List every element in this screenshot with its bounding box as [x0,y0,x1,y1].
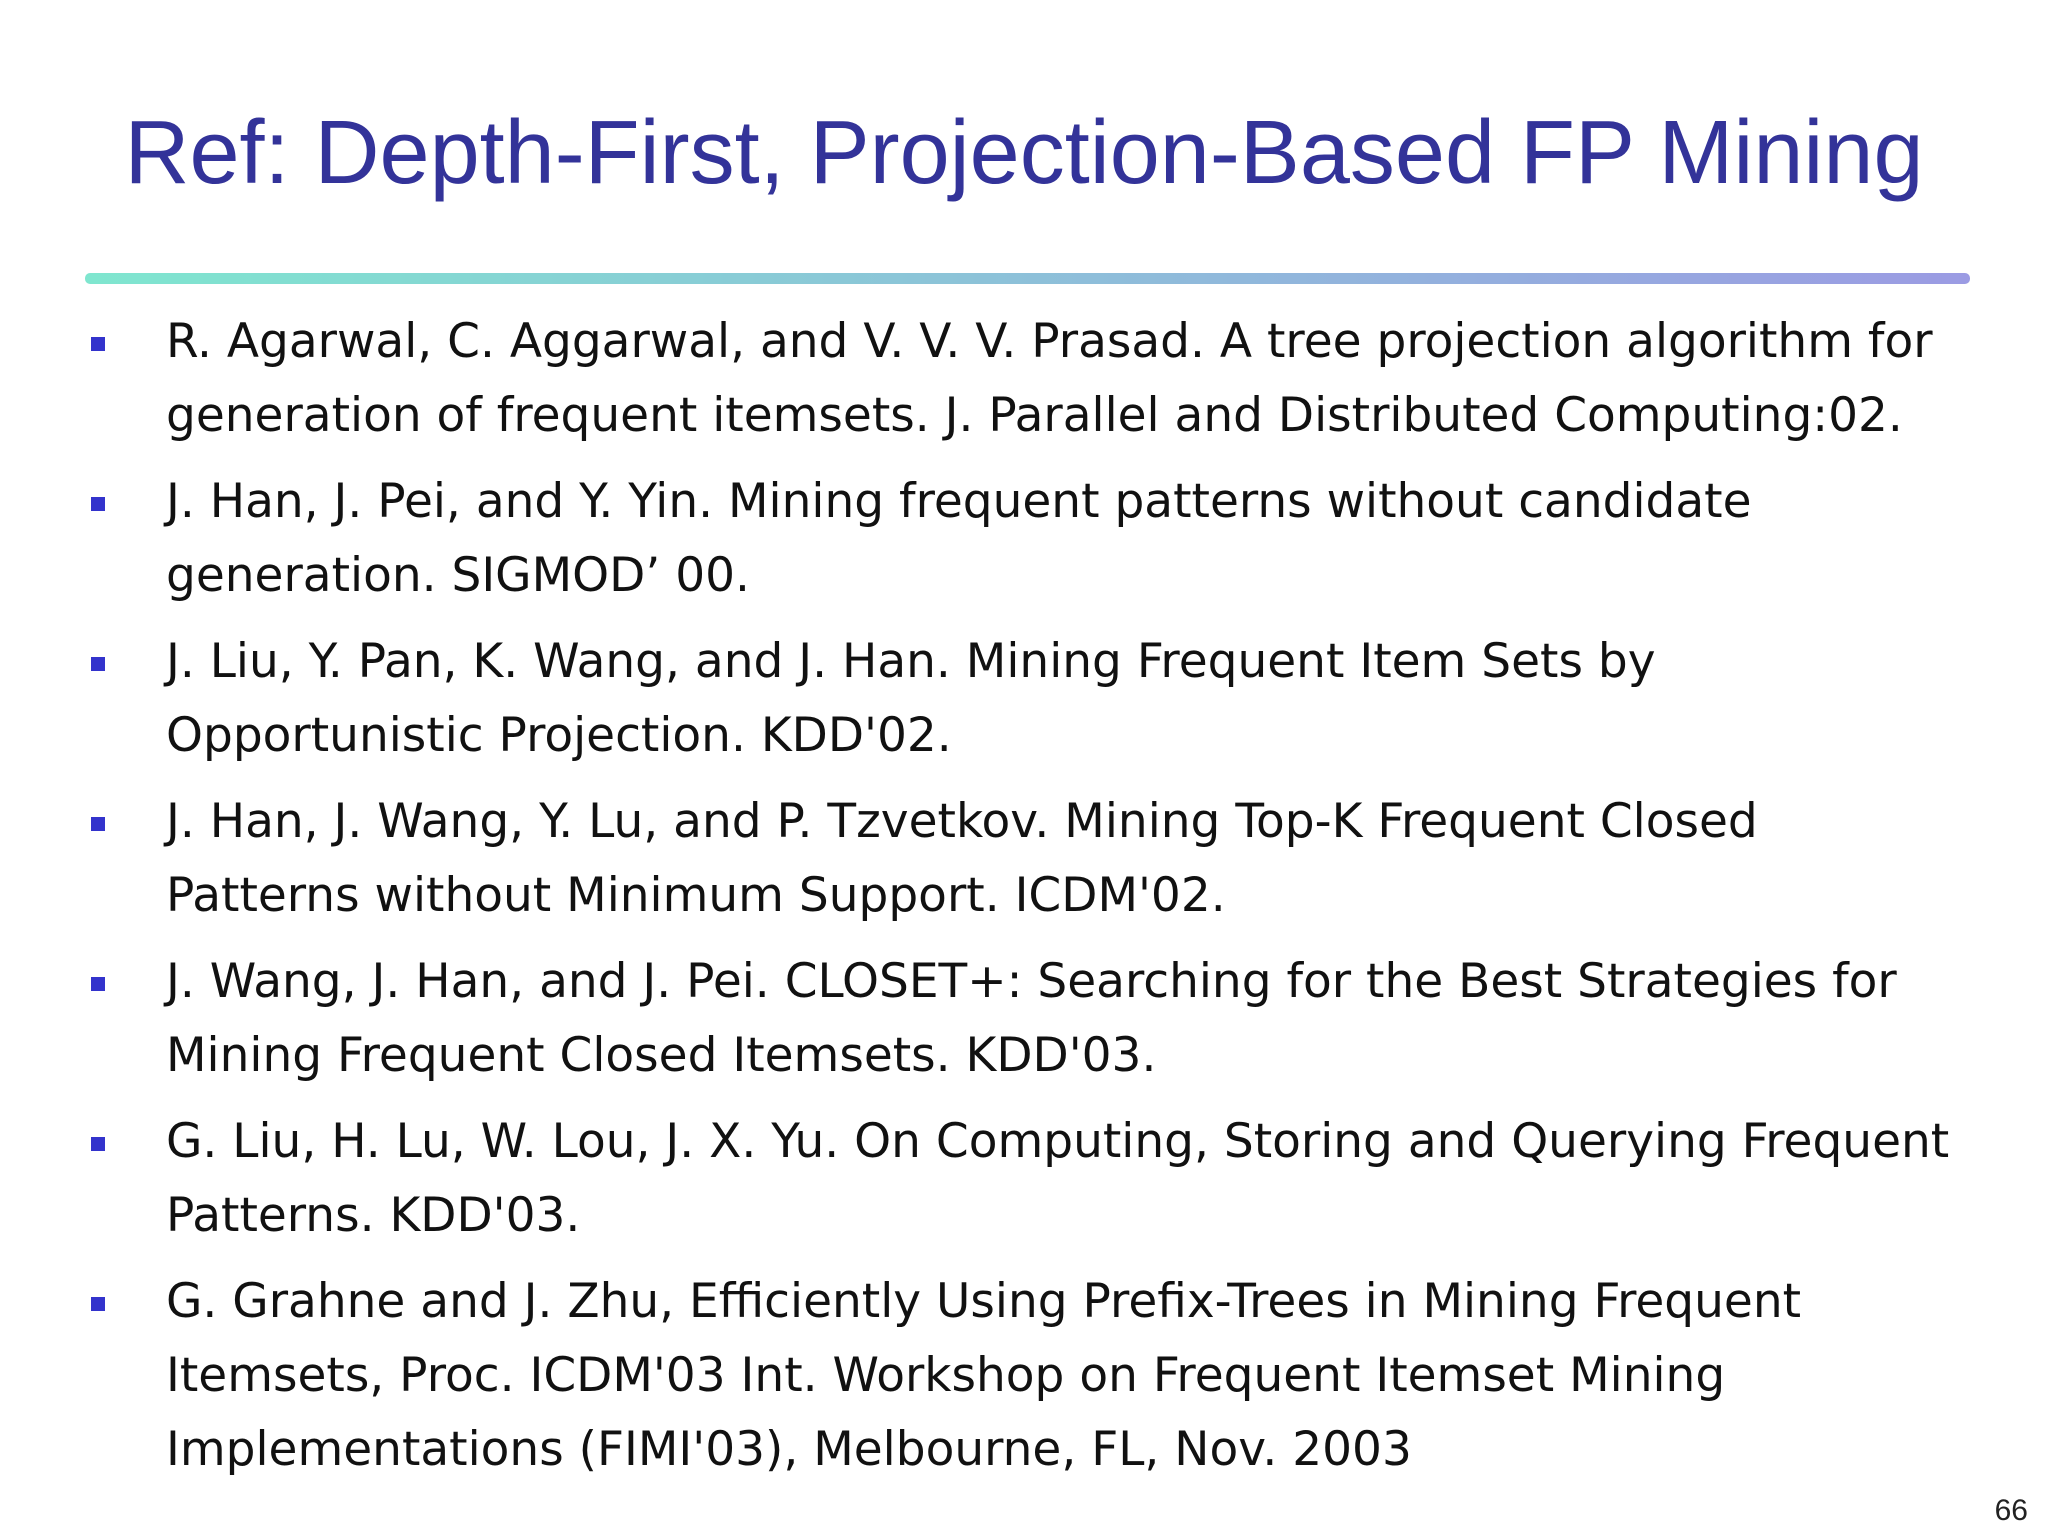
list-item [0,785,2048,933]
list-item [0,1265,2048,1487]
bullet-square-icon [91,1137,105,1151]
bullet-square-icon [91,497,105,511]
list-item [0,945,2048,1093]
reference-list [0,305,2048,1499]
reference-text: G. Grahne and J. Zhu, Efficiently Using Prefix-Trees in Mining Frequent Itemsets, Proc. ICDM'03 Int. Workshop on Frequent Itemset Mining Implementations (FIMI'03), Melbourne, FL, Nov. 2003 [166,1274,1802,1477]
reference-text: G. Liu, H. Lu, W. Lou, J. X. Yu. On Computing, Storing and Querying Frequent Patterns. KDD'03. [166,1114,1950,1243]
list-item [0,625,2048,773]
bullet-square-icon [91,1297,105,1311]
reference-text: R. Agarwal, C. Aggarwal, and V. V. V. Prasad. A tree projection algorithm for generation of frequent itemsets. J. Parallel and Distributed Computing:02. [166,314,1933,443]
bullet-square-icon [91,337,105,351]
title-divider [85,273,1970,284]
list-item [0,305,2048,453]
reference-text: J. Han, J. Pei, and Y. Yin. Mining frequent patterns without candidate generation. SIGMOD’ 00. [166,474,1752,603]
bullet-square-icon [91,977,105,991]
list-item [0,465,2048,613]
page-number: 66 [1994,1494,2028,1527]
reference-text: J. Liu, Y. Pan, K. Wang, and J. Han. Mining Frequent Item Sets by Opportunistic Projection. KDD'02. [166,634,1656,763]
slide-title: Ref: Depth-First, Projection-Based FP Mining [124,103,1924,203]
bullet-square-icon [91,657,105,671]
list-item [0,1105,2048,1253]
reference-text: J. Han, J. Wang, Y. Lu, and P. Tzvetkov. Mining Top-K Frequent Closed Patterns without Minimum Support. ICDM'02. [166,794,1758,923]
reference-text: J. Wang, J. Han, and J. Pei. CLOSET+: Searching for the Best Strategies for Mining Frequent Closed Itemsets. KDD'03. [166,954,1897,1083]
bullet-square-icon [91,817,105,831]
